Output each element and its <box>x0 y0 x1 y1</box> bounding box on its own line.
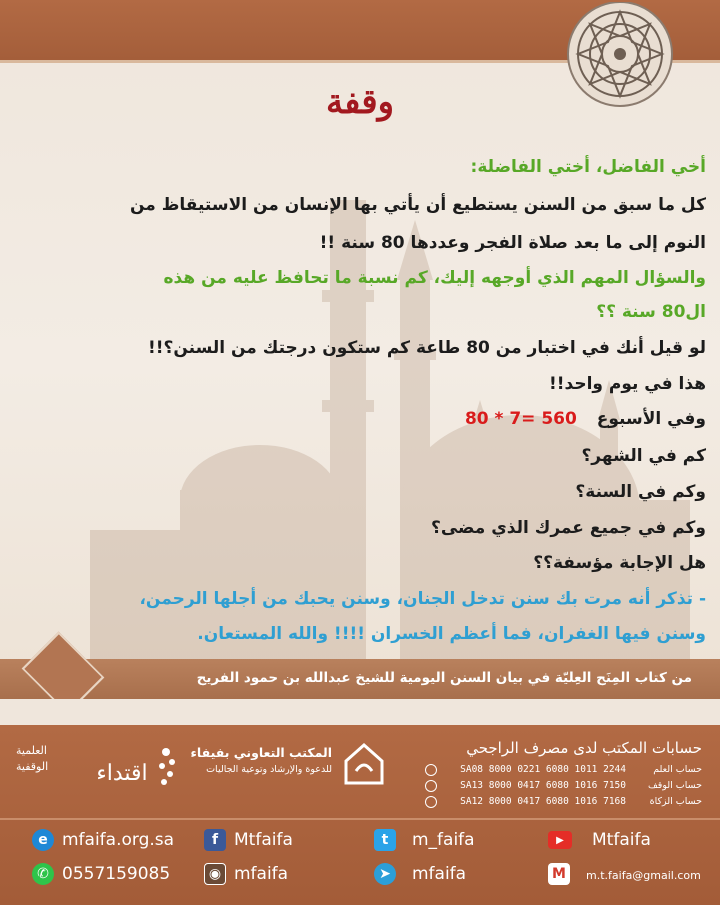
website-link[interactable]: mfaifa.org.sa <box>62 830 175 850</box>
reminder-line: وسنن فيها الغفران، فما أعظم الخسران !!!! والله المستعان. <box>197 624 706 644</box>
iqtida-logo-icon <box>86 738 178 796</box>
twitter-icon: t <box>374 829 396 851</box>
account-number: SA13 8000 0417 6080 1016 7150 <box>460 780 626 791</box>
office-logo-icon <box>342 741 386 787</box>
week-line <box>14 409 706 429</box>
footer-divider <box>0 818 720 820</box>
body-line: هل الإجابة مؤسفة؟؟ <box>533 553 706 573</box>
question-line: ال80 سنة ؟؟ <box>596 302 706 322</box>
facebook-link[interactable]: Mtfaifa <box>234 830 293 850</box>
body-line: لو قيل أنك في اختبار من 80 طاعة كم ستكون درجتك من السنن؟!! <box>147 338 706 358</box>
web-browser-icon: e <box>32 829 54 851</box>
week-label: وفي الأسبوع <box>596 409 706 429</box>
facebook-icon: f <box>204 829 226 851</box>
body-line: كل ما سبق من السنن يستطيع أن يأتي بها الإنسان من الاستيقاظ من <box>129 195 706 215</box>
account-label: حساب العلم <box>653 764 702 775</box>
bank-account-icon <box>425 764 437 776</box>
instagram-link[interactable]: mfaifa <box>234 864 289 884</box>
email-link[interactable]: m.t.faifa@gmail.com <box>586 869 701 882</box>
twitter-link[interactable]: m_faifa <box>412 830 475 850</box>
body-line: وكم في جميع عمرك الذي مضى؟ <box>430 518 706 538</box>
iqtida-label-1: العلمية <box>16 744 47 757</box>
body-line: وكم في السنة؟ <box>575 482 706 502</box>
bank-account-icon <box>425 780 437 792</box>
office-name: المكتب التعاوني بفيفاء <box>190 745 332 760</box>
footer-spacer <box>0 699 720 725</box>
account-label: حساب الوقف <box>647 780 702 791</box>
week-equation: 80 * 7= 560 <box>464 409 577 429</box>
instagram-icon: ◉ <box>204 863 226 885</box>
bank-account-icon <box>425 796 437 808</box>
telegram-link[interactable]: mfaifa <box>412 864 467 884</box>
youtube-icon: ▶ <box>548 831 572 849</box>
source-citation: من كتاب المِنَح العِليّة في بيان السنن اليومية للشيخ عبدالله بن حمود الفريح <box>196 670 692 686</box>
body-line: كم في الشهر؟ <box>581 446 706 466</box>
account-number: SA12 8000 0417 6080 1016 7168 <box>460 796 626 807</box>
whatsapp-icon: ✆ <box>32 863 54 885</box>
iqtida-label-2: الوقفية <box>16 760 49 773</box>
youtube-link[interactable]: Mtfaifa <box>592 830 651 850</box>
question-line: والسؤال المهم الذي أوجهه إليك، كم نسبة ما تحافظ عليه من هذه <box>163 268 706 288</box>
account-number: SA08 8000 0221 6080 1011 2244 <box>460 764 626 775</box>
page-title: وقفة <box>325 82 395 122</box>
account-row-waqf <box>402 780 702 794</box>
bank-accounts-title: حسابات المكتب لدى مصرف الراجحي <box>466 739 702 757</box>
whatsapp-number[interactable]: 0557159085 <box>62 864 171 884</box>
telegram-icon: ➤ <box>374 863 396 885</box>
office-subtitle: للدعوة والإرشاد وتوعية الجاليات <box>206 764 332 775</box>
body-line: النوم إلى ما بعد صلاة الفجر وعددها 80 سنة !! <box>319 233 706 253</box>
greeting-line: أخي الفاضل، أختي الفاضلة: <box>470 157 706 177</box>
account-row-zakat <box>402 796 702 810</box>
body-line: هذا في يوم واحد!! <box>549 374 706 394</box>
gmail-icon: M <box>548 863 570 885</box>
account-label: حساب الزكاة <box>649 796 702 807</box>
reminder-line: - تذكر أنه مرت بك سنن تدخل الجنان، وسنن يحبك من أجلها الرحمن، <box>139 589 706 609</box>
account-row-ilm <box>402 764 702 778</box>
iqtida-logo-text: اقتداء <box>96 761 148 786</box>
